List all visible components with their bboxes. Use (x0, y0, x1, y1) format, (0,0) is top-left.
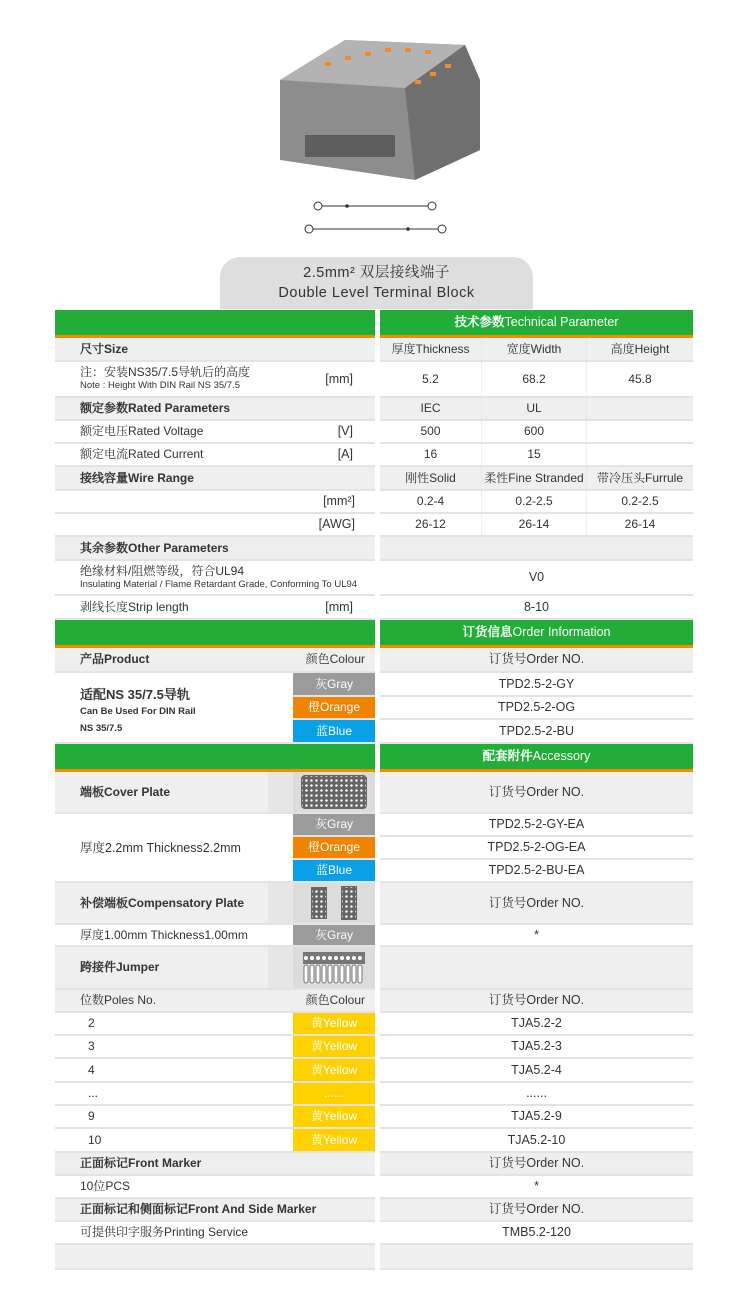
row-right (380, 1199, 693, 1222)
row-left (55, 362, 375, 398)
row-left (55, 1013, 375, 1036)
value-cell: TJA5.2-9 (511, 1109, 562, 1123)
unit-label: [mm²] (323, 494, 355, 508)
row-right (380, 421, 693, 444)
row-left (55, 1129, 375, 1153)
value-cell: TPD2.5-2-GY (498, 677, 575, 691)
row-right (380, 1083, 693, 1106)
value-cell: 45.8 (586, 362, 693, 396)
cover-plate-icon (293, 772, 375, 812)
row-label-text: 正面标记Front Marker (80, 1156, 202, 1170)
row-label (80, 467, 194, 489)
row-left (55, 1083, 375, 1106)
value-cell: 带冷压头Furrule (586, 467, 693, 489)
row-label (88, 1036, 95, 1057)
row-right (380, 1222, 693, 1245)
title-cn: 2.5mm² 双层接线端子 (303, 265, 450, 281)
section-header-en: Order Information (512, 625, 611, 639)
row-label-sub: Can Be Used For DIN Rail (80, 706, 196, 717)
row-label-text: ... (88, 1086, 99, 1100)
value-cell: 5.2 (422, 372, 439, 386)
row-right (380, 444, 693, 467)
row-left (55, 421, 375, 444)
value-cell: 0.2-2.5 (586, 491, 693, 512)
row-left (55, 537, 375, 561)
colour-swatch-yellow: 黄Yellow (293, 1013, 375, 1034)
section-header-en: Accessory (532, 749, 591, 763)
row-left (55, 947, 375, 990)
row-left (55, 772, 375, 814)
value-cell: 8-10 (523, 600, 550, 614)
row-right (380, 1176, 693, 1199)
title-en: Double Level Terminal Block (278, 285, 475, 301)
section-header-cn: 订货信息 (462, 625, 513, 639)
image-shade (268, 947, 293, 988)
row-right (380, 990, 693, 1013)
value-cell: TJA5.2-2 (511, 1016, 562, 1030)
product-image (265, 20, 495, 190)
row-label (80, 947, 159, 988)
row-right (380, 883, 693, 925)
colour-swatch-yellow: 黄Yellow (293, 1036, 375, 1057)
value-cell: 600 (481, 421, 586, 442)
unit-label: [mm] (325, 600, 353, 614)
spanned-label (55, 814, 293, 883)
row-left (55, 310, 375, 338)
row-left (55, 1106, 375, 1129)
row-label (88, 1129, 101, 1151)
row-label-text: 10 (88, 1133, 102, 1147)
row-right (380, 537, 693, 561)
row-left (55, 620, 375, 648)
row-left (55, 1222, 375, 1245)
row-label-text: 9 (88, 1109, 95, 1123)
row-label (80, 1153, 201, 1174)
row-left (55, 648, 375, 673)
row-label-text: 绝缘材料/阻燃等级，符合UL94 (80, 564, 245, 578)
colour-swatch-gray: 灰Gray (293, 673, 375, 695)
row-label-text: 适配NS 35/7.5导轨 (80, 687, 190, 702)
unit-label: [A] (337, 447, 353, 461)
row-right (380, 1153, 693, 1176)
section-header-en: Technical Parameter (504, 315, 619, 329)
colour-header: 颜色Colour (305, 993, 365, 1007)
value-cell: ...... (526, 1086, 547, 1100)
value-cell: 订货号Order NO. (488, 1202, 585, 1216)
value-cell: * (534, 1179, 539, 1193)
value-cell: 15 (481, 444, 586, 465)
row-label (80, 537, 229, 559)
row-label (80, 1176, 130, 1197)
row-right (380, 310, 693, 338)
row-left (55, 744, 375, 772)
row-label (80, 925, 248, 945)
unit-label: [mm] (325, 372, 353, 386)
row-label-text: 产品Product (80, 652, 150, 666)
row-right (380, 860, 693, 883)
row-label-text: 注：安装NS35/7.5导轨后的高度 (80, 365, 251, 379)
row-label-text: 端板Cover Plate (80, 785, 171, 799)
value-cell (586, 421, 693, 442)
row-right (380, 744, 693, 772)
row-label-sub: Insulating Material / Flame Retardant Grade, Conforming To UL94 (80, 579, 358, 590)
row-right (380, 1059, 693, 1083)
row-label (88, 1106, 95, 1127)
colour-header: 颜色Colour (305, 652, 365, 666)
row-right (380, 772, 693, 814)
row-label (80, 1222, 248, 1243)
row-right (380, 1129, 693, 1153)
value-cell: 订货号Order NO. (488, 993, 585, 1007)
row-left (55, 596, 375, 620)
colour-swatch-yellow: 黄Yellow (293, 1106, 375, 1127)
compensatory-plate-icon (293, 883, 375, 923)
row-label-text: 尺寸Size (80, 342, 129, 356)
value-cell: 500 (420, 424, 441, 438)
row-label-text: 可提供印字服务Printing Service (80, 1225, 249, 1239)
spanned-label (55, 673, 293, 744)
row-label-text: 厚度2.2mm Thickness2.2mm (80, 841, 241, 855)
row-left (55, 338, 375, 362)
value-cell: 26-14 (586, 514, 693, 535)
row-label (80, 1199, 316, 1220)
row-label-text: 10位PCS (80, 1179, 131, 1193)
row-label-text: 额定电压Rated Voltage (80, 424, 204, 438)
row-right (380, 514, 693, 537)
value-cell: TMB5.2-120 (502, 1225, 571, 1239)
value-cell: 0.2-2.5 (481, 491, 586, 512)
row-label (80, 883, 244, 923)
row-label-text: 2 (88, 1016, 95, 1030)
row-right (380, 596, 693, 620)
value-cell: 厚度Thickness (391, 342, 470, 356)
value-cell: TPD2.5-2-OG (497, 700, 576, 714)
row-right (380, 947, 693, 990)
row-right (380, 720, 693, 744)
section-header-title (380, 744, 693, 769)
row-label (88, 1083, 98, 1104)
row-right (380, 925, 693, 947)
jumper-icon (293, 947, 375, 988)
row-label-sub2: NS 35/7.5 (80, 723, 123, 734)
row-left (55, 561, 375, 596)
row-label (80, 338, 128, 360)
value-cell: TPD2.5-2-OG-EA (487, 840, 586, 854)
row-left (55, 1036, 375, 1059)
row-label-text: 额定电流Rated Current (80, 447, 204, 461)
row-right (380, 338, 693, 362)
colour-swatch-gray: 灰Gray (293, 814, 375, 835)
value-cell: V0 (528, 570, 545, 584)
row-right (380, 620, 693, 648)
row-right (380, 362, 693, 398)
value-cell: TJA5.2-4 (511, 1063, 562, 1077)
value-cell: TJA5.2-3 (511, 1039, 562, 1053)
wiring-diagram (300, 195, 450, 240)
colour-swatch-yellow: ...... (293, 1083, 375, 1104)
value-cell (380, 1245, 693, 1268)
colour-swatch-orange: 橙Orange (293, 697, 375, 718)
value-cell: IEC (420, 401, 441, 415)
row-left (55, 467, 375, 491)
row-left (55, 1176, 375, 1199)
row-left (55, 990, 375, 1013)
row-right (380, 1013, 693, 1036)
row-label (80, 365, 250, 392)
unit-label: [V] (337, 424, 353, 438)
row-right (380, 673, 693, 697)
row-right (380, 814, 693, 837)
colour-swatch-gray: 灰Gray (293, 925, 375, 945)
value-cell: 订货号Order NO. (488, 785, 585, 799)
value-cell: 高度Height (586, 338, 693, 360)
row-label-sub: Note : Height With DIN Rail NS 35/7.5 (80, 380, 240, 391)
row-label-text: 剥线长度Strip length (80, 600, 189, 614)
value-cell (586, 444, 693, 465)
row-label-text: 厚度1.00mm Thickness1.00mm (80, 928, 248, 942)
row-right (380, 837, 693, 860)
row-left (55, 1153, 375, 1176)
section-header-cn: 配套附件 (482, 749, 533, 763)
row-left (55, 925, 375, 947)
value-cell: 16 (423, 447, 438, 461)
row-label-text: 额定参数Rated Parameters (80, 401, 231, 415)
row-label-text: 正面标记和侧面标记Front And Side Marker (80, 1202, 317, 1216)
value-cell: TPD2.5-2-BU-EA (488, 863, 585, 877)
value-cell (380, 947, 693, 988)
value-cell: * (534, 928, 539, 942)
image-shade (268, 772, 293, 812)
row-left (55, 514, 375, 537)
value-cell: TJA5.2-10 (507, 1133, 566, 1147)
row-label (80, 772, 170, 812)
row-right (380, 491, 693, 514)
row-left (55, 1199, 375, 1222)
value-cell: 0.2-4 (416, 494, 445, 508)
colour-swatch-yellow: 黄Yellow (293, 1059, 375, 1081)
value-cell: 26-12 (415, 517, 446, 531)
row-left (55, 398, 375, 421)
product-title-tab (220, 257, 533, 309)
value-cell (380, 537, 693, 559)
value-cell: TPD2.5-2-GY-EA (488, 817, 585, 831)
row-label-text: 补偿端板Compensatory Plate (80, 896, 245, 910)
row-left (55, 491, 375, 514)
row-right (380, 697, 693, 720)
value-cell: 订货号Order NO. (488, 652, 585, 666)
row-label (80, 421, 203, 442)
row-right (380, 1036, 693, 1059)
section-header-title (380, 620, 693, 645)
colour-swatch-blue: 蓝Blue (293, 860, 375, 881)
row-right (380, 467, 693, 491)
value-cell: 订货号Order NO. (488, 1156, 585, 1170)
row-right (380, 1245, 693, 1270)
row-label-text: 其余参数Other Parameters (80, 541, 229, 555)
value-cell: 宽度Width (481, 338, 586, 360)
row-left (55, 1245, 375, 1270)
row-left (55, 883, 375, 925)
colour-swatch-blue: 蓝Blue (293, 720, 375, 742)
section-header-title (380, 310, 693, 335)
row-label (88, 1013, 95, 1034)
value-cell: 柔性Fine Stranded (481, 467, 586, 489)
value-cell: 26-14 (481, 514, 586, 535)
value-cell: 刚性Solid (405, 471, 456, 485)
value-cell (586, 398, 693, 419)
row-right (380, 1106, 693, 1129)
section-header-cn: 技术参数 (454, 315, 505, 329)
colour-swatch-orange: 橙Orange (293, 837, 375, 858)
value-cell: 订货号Order NO. (488, 896, 585, 910)
value-cell: UL (481, 398, 586, 419)
value-cell: 68.2 (481, 362, 586, 396)
row-right (380, 398, 693, 421)
image-shade (268, 883, 293, 923)
row-label (80, 596, 189, 618)
row-label (80, 687, 196, 737)
row-label-text: 3 (88, 1039, 95, 1053)
row-right (380, 561, 693, 596)
row-right (380, 648, 693, 673)
row-label (80, 564, 357, 591)
row-label (80, 398, 230, 419)
value-cell: TPD2.5-2-BU (498, 724, 575, 738)
row-label (80, 990, 156, 1011)
row-label-text: 位数Poles No. (80, 993, 157, 1007)
unit-label: [AWG] (318, 517, 355, 531)
row-label-text: 跨接件Jumper (80, 960, 160, 974)
row-left (55, 444, 375, 467)
row-label-text: 4 (88, 1063, 95, 1077)
colour-swatch-yellow: 黄Yellow (293, 1129, 375, 1151)
row-label-text: 接线容量Wire Range (80, 471, 194, 485)
row-label (80, 648, 149, 671)
row-label (80, 444, 203, 465)
row-label (88, 1059, 95, 1081)
row-left (55, 1059, 375, 1083)
